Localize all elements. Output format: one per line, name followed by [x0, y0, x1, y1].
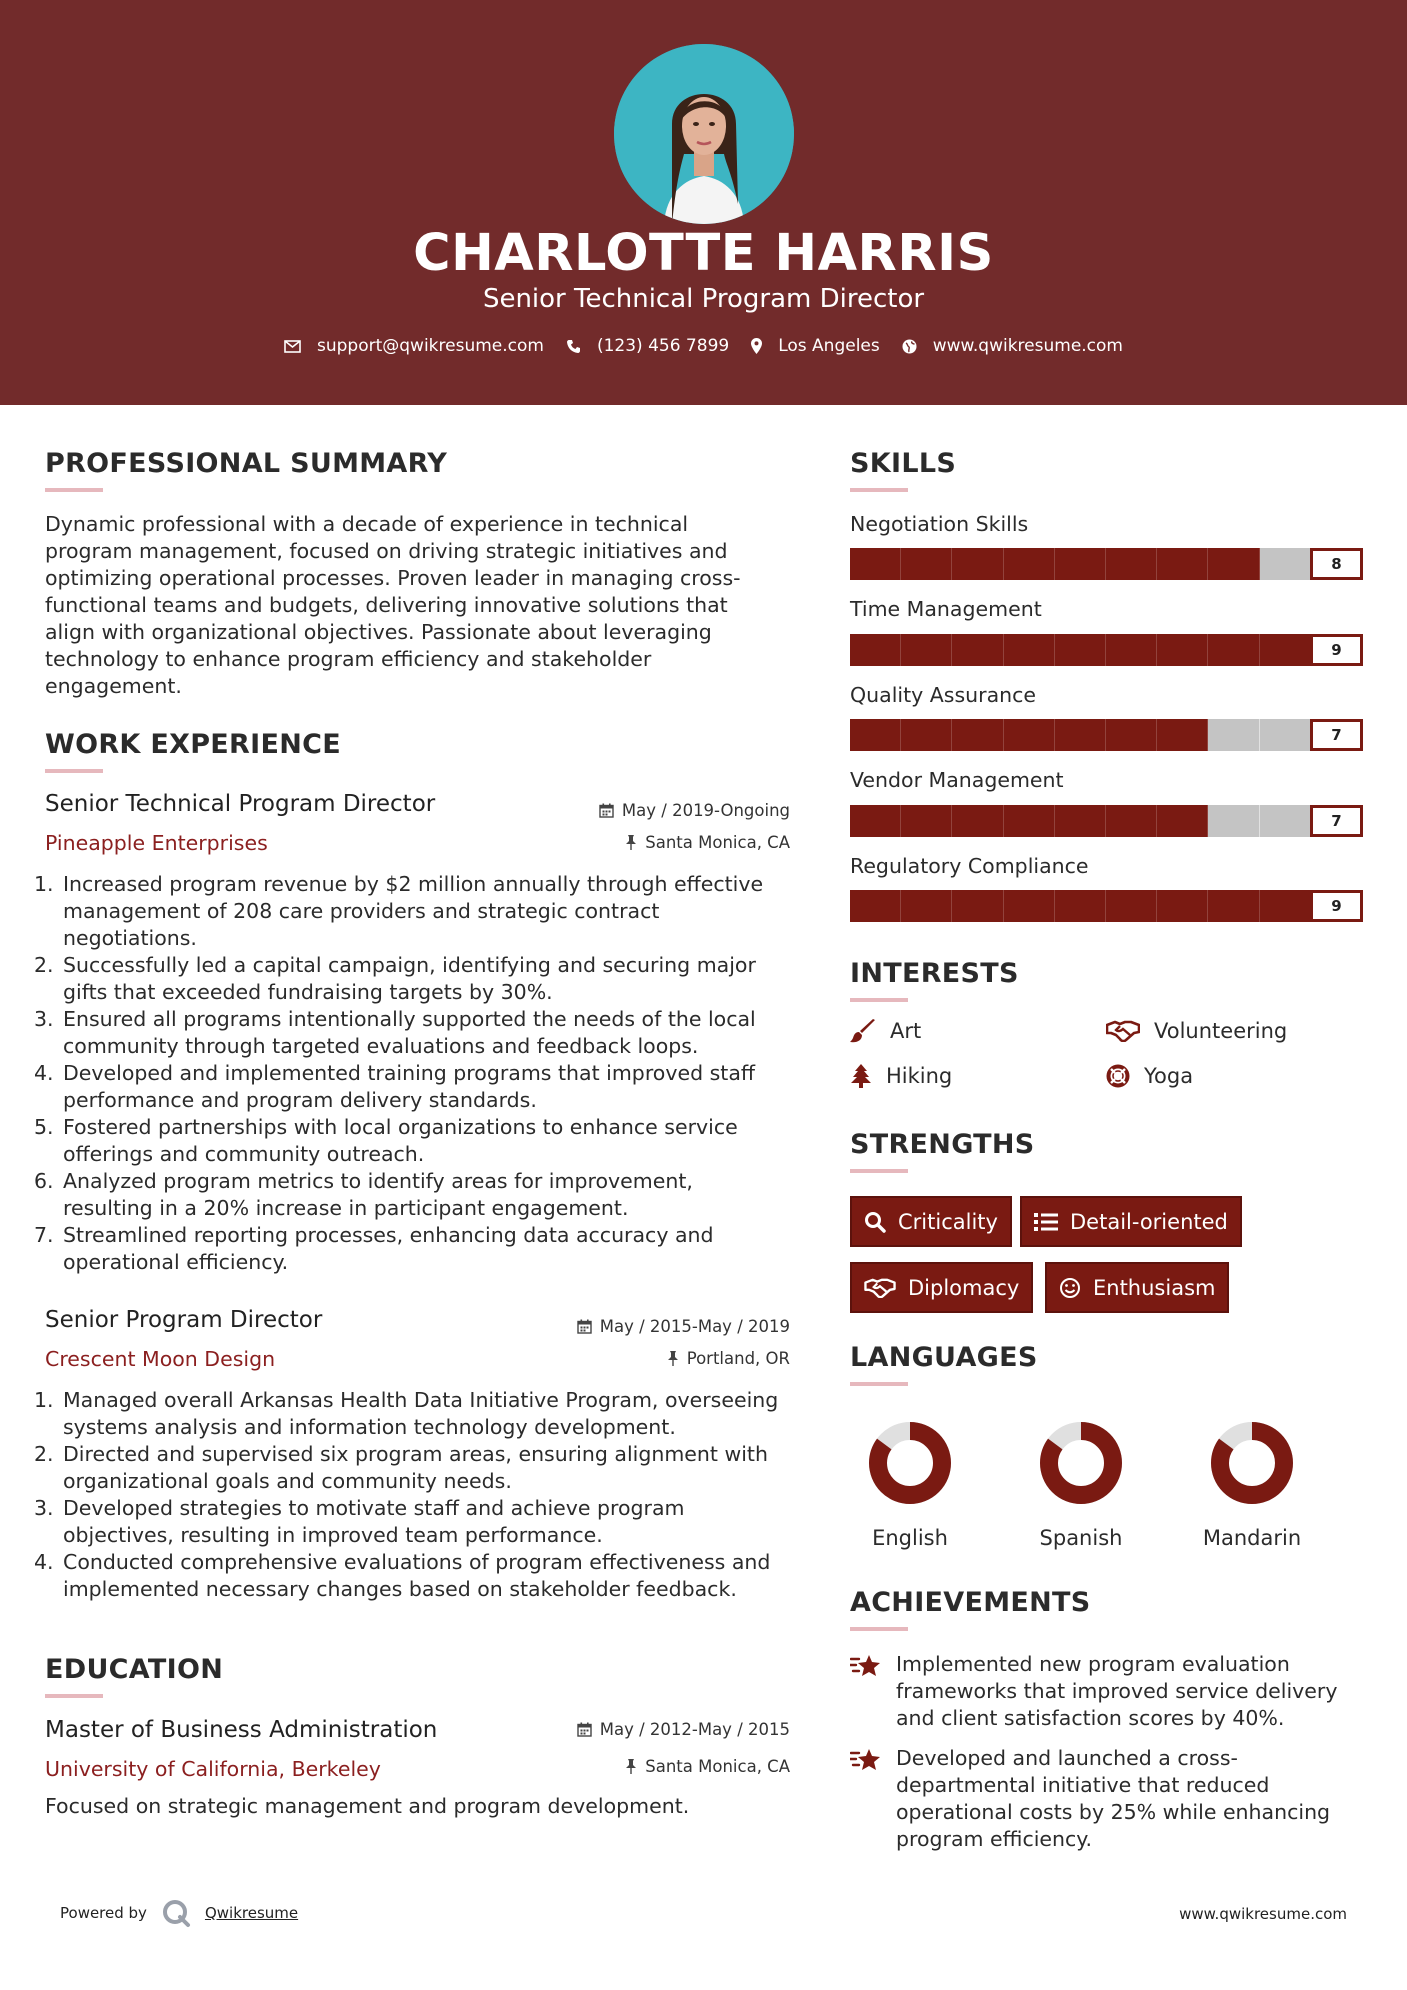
achievements-heading: ACHIEVEMENTS [850, 1587, 1091, 1618]
education-location [625, 1757, 790, 1776]
skill-segment-filled [850, 548, 901, 580]
skill-bar [850, 890, 1362, 922]
summary-line: engagement. [45, 674, 182, 698]
resume-header [0, 0, 1407, 405]
skill-segment-filled [952, 719, 1003, 751]
job-achievements-list [34, 871, 794, 1276]
tree-icon [850, 1064, 872, 1088]
life-ring-icon [1106, 1064, 1130, 1088]
skill-segment-filled [952, 890, 1003, 922]
list-line: Analyzed program metrics to identify areas for improvement, [63, 1169, 693, 1193]
list-line: offerings and community outreach. [63, 1142, 425, 1166]
globe-icon [902, 339, 917, 354]
footer-powered-by [60, 1898, 298, 1928]
brand-link[interactable]: Qwikresume [204, 1904, 299, 1922]
skill-bar [850, 548, 1362, 580]
list-line: organizational goals and community needs. [63, 1469, 512, 1493]
skill-segment-filled [850, 719, 901, 751]
list-line: Ensured all programs intentionally supported the needs of the local [63, 1007, 756, 1031]
language-item [1006, 1420, 1156, 1550]
list-number: 5. [34, 1115, 54, 1139]
school-name: University of California, Berkeley [45, 1757, 381, 1781]
list-line: community through targeted evaluations and feedback loops. [63, 1034, 699, 1058]
list-item [34, 1495, 794, 1549]
star-award-icon [850, 1653, 882, 1679]
education-location-text: Santa Monica, CA [645, 1757, 790, 1776]
skill-segment-filled [850, 634, 901, 666]
calendar-icon [599, 803, 614, 818]
summary-heading: PROFESSIONAL SUMMARY [45, 448, 448, 479]
strength-label: Diplomacy [908, 1275, 1020, 1300]
skill-segment-filled [1208, 634, 1259, 666]
skill-segment-filled [901, 634, 952, 666]
interest-label: Hiking [886, 1064, 953, 1088]
skill-segment-filled [1055, 548, 1106, 580]
interest-label: Volunteering [1154, 1019, 1288, 1043]
profile-photo [614, 44, 794, 224]
job-company: Crescent Moon Design [45, 1347, 276, 1371]
skill-segment-filled [850, 890, 901, 922]
strengths-heading-underline [850, 1169, 908, 1173]
skill-segment-filled [1055, 890, 1106, 922]
skills-heading: SKILLS [850, 448, 957, 479]
skill-segment-empty [1260, 805, 1311, 837]
strength-label: Criticality [898, 1209, 998, 1234]
skill-segment-empty [1208, 719, 1259, 751]
skill-segment-filled [1055, 634, 1106, 666]
list-number: 1. [34, 1388, 54, 1412]
list-line: Fostered partnerships with local organizations to enhance service [63, 1115, 738, 1139]
strength-label: Detail-oriented [1070, 1209, 1228, 1234]
education-dates-text: May / 2012-May / 2015 [599, 1720, 790, 1739]
skill-segment-filled [901, 805, 952, 837]
candidate-name: CHARLOTTE HARRIS [413, 224, 994, 283]
footer-website[interactable]: www.qwikresume.com [1179, 1905, 1347, 1923]
skill-name: Time Management [850, 597, 1042, 621]
strength-label: Enthusiasm [1093, 1275, 1216, 1300]
skill-segment-filled [1106, 548, 1157, 580]
language-donut [1038, 1420, 1124, 1506]
achievement-line: program efficiency. [896, 1827, 1093, 1851]
achievement-item [850, 1745, 1360, 1853]
skill-segment-filled [1208, 548, 1259, 580]
location-text: Los Angeles [778, 336, 880, 356]
strength-tag [1045, 1262, 1229, 1313]
list-line: implemented necessary changes based on stakeholder feedback. [63, 1577, 737, 1601]
skill-name: Regulatory Compliance [850, 854, 1089, 878]
skill-segment-filled [1208, 890, 1259, 922]
list-line: Streamlined reporting processes, enhancing data accuracy and [63, 1223, 714, 1247]
language-donut [1209, 1420, 1295, 1506]
job-company: Pineapple Enterprises [45, 831, 268, 855]
interest-art [850, 1019, 921, 1043]
job-achievements-list [34, 1387, 794, 1603]
candidate-role: Senior Technical Program Director [482, 284, 925, 314]
experience-heading-underline [45, 769, 103, 773]
list-number: 4. [34, 1061, 54, 1085]
skill-segment-filled [1106, 805, 1157, 837]
contact-phone[interactable] [566, 336, 729, 356]
handshake-icon [1106, 1020, 1140, 1042]
list-item [34, 1549, 794, 1603]
skill-segment-filled [1055, 805, 1106, 837]
achievement-text [896, 1745, 1330, 1853]
skill-rating: 9 [1310, 890, 1363, 922]
skill-segment-filled [1004, 890, 1055, 922]
strength-tag [850, 1262, 1033, 1313]
list-number: 1. [34, 872, 54, 896]
contact-location [751, 336, 880, 356]
calendar-icon [577, 1319, 592, 1334]
list-number: 3. [34, 1496, 54, 1520]
summary-line: align with organizational objectives. Passionate about leveraging [45, 620, 712, 644]
skill-segment-filled [901, 719, 952, 751]
skill-bar [850, 805, 1362, 837]
summary-line: functional teams and budgets, delivering innovative solutions that [45, 593, 728, 617]
list-item [34, 1387, 794, 1441]
strength-tag [1020, 1196, 1242, 1247]
map-pin-icon [751, 338, 762, 354]
list-item [34, 1168, 794, 1222]
language-donut [867, 1420, 953, 1506]
list-line: Directed and supervised six program areas, ensuring alignment with [63, 1442, 768, 1466]
skill-rating: 7 [1310, 719, 1363, 751]
skill-segment-filled [850, 805, 901, 837]
job-title: Senior Program Director [45, 1307, 323, 1333]
skill-name: Negotiation Skills [850, 512, 1029, 536]
list-line: Successfully led a capital campaign, identifying and securing major [63, 953, 756, 977]
list-line: management of 208 care providers and strategic contract [63, 899, 660, 923]
list-icon [1034, 1212, 1058, 1232]
skill-segment-filled [1004, 805, 1055, 837]
summary-heading-underline [45, 488, 103, 492]
job-location [625, 833, 790, 852]
contact-website[interactable] [902, 336, 1123, 356]
job-dates [577, 1317, 790, 1336]
phone-icon [566, 339, 581, 354]
list-line: systems analysis and information technology development. [63, 1415, 676, 1439]
skill-segment-filled [1106, 719, 1157, 751]
list-line: resulting in a 20% increase in participant engagement. [63, 1196, 629, 1220]
language-label: Mandarin [1202, 1526, 1302, 1550]
job-location-text: Santa Monica, CA [645, 833, 790, 852]
email-text: support@qwikresume.com [317, 336, 544, 356]
education-heading: EDUCATION [45, 1654, 224, 1685]
list-item [34, 1441, 794, 1495]
contact-bar [0, 336, 1407, 356]
list-item [34, 871, 794, 952]
interests-heading: INTERESTS [850, 958, 1019, 989]
skill-segment-filled [952, 548, 1003, 580]
pushpin-icon [667, 1351, 679, 1366]
interest-volunteering [1106, 1019, 1287, 1043]
pushpin-icon [625, 835, 637, 850]
skill-segment-filled [1157, 634, 1208, 666]
skill-segment-empty [1260, 548, 1311, 580]
list-item [34, 952, 794, 1006]
achievement-item [850, 1651, 1360, 1732]
list-item [34, 1060, 794, 1114]
list-line: negotiations. [63, 926, 197, 950]
list-line: Developed strategies to motivate staff and achieve program [63, 1496, 685, 1520]
phone-text: (123) 456 7899 [596, 336, 730, 356]
skill-segment-empty [1260, 719, 1311, 751]
skill-segment-filled [1106, 890, 1157, 922]
job-location-text: Portland, OR [686, 1349, 790, 1368]
list-line: Conducted comprehensive evaluations of program effectiveness and [63, 1550, 771, 1574]
skill-segment-filled [952, 805, 1003, 837]
skill-rating: 7 [1310, 805, 1363, 837]
job-dates-text: May / 2015-May / 2019 [599, 1317, 790, 1336]
skill-segment-empty [1208, 805, 1259, 837]
summary-line: optimizing operational processes. Proven leader in managing cross- [45, 566, 741, 590]
list-item [34, 1114, 794, 1168]
skill-segment-filled [901, 890, 952, 922]
list-line: operational efficiency. [63, 1250, 289, 1274]
skill-segment-filled [1004, 634, 1055, 666]
achievement-line: operational costs by 25% while enhancing [896, 1800, 1331, 1824]
skill-segment-filled [1157, 890, 1208, 922]
website-text: www.qwikresume.com [932, 336, 1123, 356]
skill-segment-filled [1106, 634, 1157, 666]
achievement-line: departmental initiative that reduced [896, 1773, 1270, 1797]
calendar-icon [577, 1722, 592, 1737]
skill-name: Vendor Management [850, 768, 1064, 792]
skill-segment-filled [1157, 805, 1208, 837]
summary-line: Dynamic professional with a decade of experience in technical [45, 512, 689, 536]
education-dates [577, 1720, 790, 1739]
interest-yoga [1106, 1064, 1193, 1088]
achievement-line: and client satisfaction scores by 40%. [896, 1706, 1285, 1730]
pushpin-icon [625, 1759, 637, 1774]
education-description: Focused on strategic management and program development. [45, 1794, 690, 1818]
skill-segment-filled [1157, 548, 1208, 580]
list-line: performance and program delivery standards. [63, 1088, 537, 1112]
languages-heading: LANGUAGES [850, 1342, 1038, 1373]
skill-bar [850, 634, 1362, 666]
language-item [1177, 1420, 1327, 1550]
strength-tag [850, 1196, 1012, 1247]
person-portrait-icon [614, 44, 794, 224]
summary-line: program management, focused on driving strategic initiatives and [45, 539, 728, 563]
list-number: 4. [34, 1550, 54, 1574]
job-location [667, 1349, 790, 1368]
achievement-line: Implemented new program evaluation [896, 1652, 1290, 1676]
interest-label: Art [890, 1019, 922, 1043]
smile-icon [1059, 1277, 1081, 1299]
strengths-heading: STRENGTHS [850, 1129, 1035, 1160]
summary-line: technology to enhance program efficiency and stakeholder [45, 647, 652, 671]
skills-heading-underline [850, 488, 908, 492]
skill-segment-filled [1004, 719, 1055, 751]
list-number: 6. [34, 1169, 54, 1193]
envelope-icon [284, 340, 301, 353]
interest-label: Yoga [1144, 1064, 1194, 1088]
star-award-icon [850, 1747, 882, 1773]
education-heading-underline [45, 1694, 103, 1698]
qwikresume-logo-icon [161, 1898, 191, 1928]
experience-heading: WORK EXPERIENCE [45, 729, 341, 760]
summary-text [45, 511, 775, 700]
achievement-line: frameworks that improved service delivery [896, 1679, 1338, 1703]
list-number: 2. [34, 1442, 54, 1466]
list-number: 3. [34, 1007, 54, 1031]
handshake-icon [864, 1278, 896, 1298]
list-item [34, 1006, 794, 1060]
interests-heading-underline [850, 998, 908, 1002]
language-label: English [872, 1526, 948, 1550]
job-dates [599, 801, 790, 820]
skill-segment-filled [1260, 890, 1311, 922]
list-number: 7. [34, 1223, 54, 1247]
skill-bar [850, 719, 1362, 751]
languages-heading-underline [850, 1382, 908, 1386]
list-item [34, 1222, 794, 1276]
skill-rating: 8 [1310, 548, 1363, 580]
skill-segment-filled [1055, 719, 1106, 751]
skill-segment-filled [1157, 719, 1208, 751]
skill-segment-filled [901, 548, 952, 580]
list-line: Managed overall Arkansas Health Data Initiative Program, overseeing [63, 1388, 779, 1412]
contact-email[interactable] [284, 336, 544, 356]
achievement-text [896, 1651, 1337, 1732]
list-line: Increased program revenue by $2 million annually through effective [63, 872, 764, 896]
search-icon [864, 1211, 886, 1233]
list-line: Developed and implemented training programs that improved staff [63, 1061, 756, 1085]
paintbrush-icon [850, 1019, 876, 1043]
achievement-line: Developed and launched a cross- [896, 1746, 1238, 1770]
list-line: objectives, resulting in improved team performance. [63, 1523, 603, 1547]
interest-hiking [850, 1064, 952, 1088]
achievements-heading-underline [850, 1627, 908, 1631]
powered-by-text: Powered by [60, 1904, 147, 1922]
list-number: 2. [34, 953, 54, 977]
skill-segment-filled [952, 634, 1003, 666]
language-item [835, 1420, 985, 1550]
language-label: Spanish [1039, 1526, 1123, 1550]
degree-title: Master of Business Administration [45, 1717, 438, 1743]
skill-segment-filled [1260, 634, 1311, 666]
skill-name: Quality Assurance [850, 683, 1037, 707]
job-dates-text: May / 2019-Ongoing [621, 801, 790, 820]
skill-segment-filled [1004, 548, 1055, 580]
job-title: Senior Technical Program Director [45, 791, 436, 817]
list-line: gifts that exceeded fundraising targets by 30%. [63, 980, 553, 1004]
skill-rating: 9 [1310, 634, 1363, 666]
